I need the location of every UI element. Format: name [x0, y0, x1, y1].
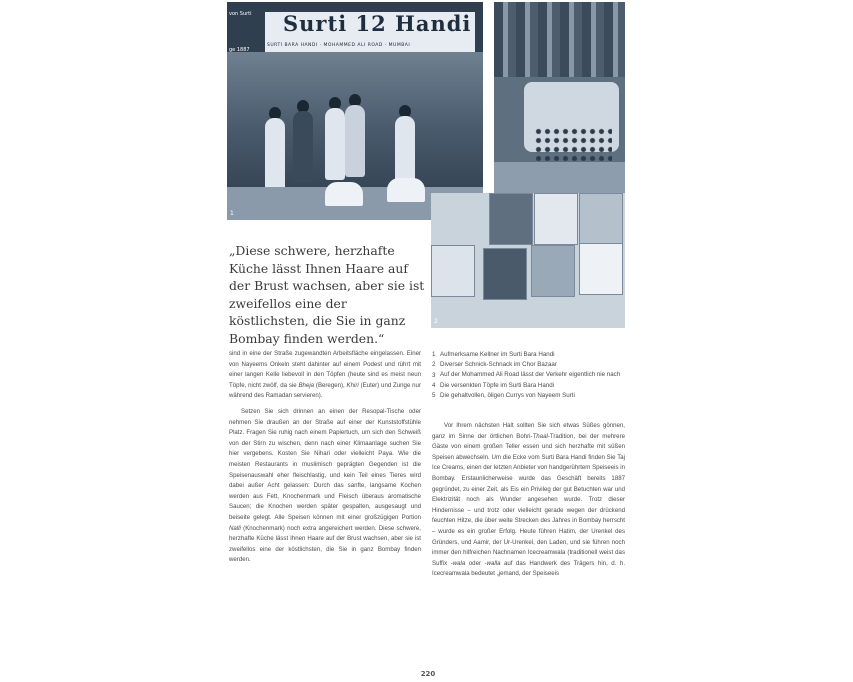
- photo-credit-top: von Surti: [229, 11, 252, 17]
- sign-subtext: SURTI BARA HANDI · MOHAMMED ALI ROAD · MUMBAI: [267, 43, 411, 48]
- photo-captions: [432, 350, 625, 401]
- text-run-italic: -wala: [450, 559, 466, 567]
- person: [345, 105, 365, 177]
- person: [265, 118, 285, 190]
- text-run: oder: [465, 559, 485, 567]
- caption-text: Die gehaltvollen, öligen Currys von Nayeem Surti: [440, 392, 575, 400]
- text-run-italic: -walla: [484, 559, 501, 567]
- plastic-chair: [325, 182, 363, 206]
- cassette: [579, 193, 623, 245]
- text-run: (Beregen),: [314, 381, 347, 389]
- sign-text: Surti 12 Handi: [283, 11, 472, 36]
- cassette: [534, 193, 578, 245]
- body-column-right: [432, 421, 625, 580]
- photo-number: 1: [230, 210, 234, 217]
- text-run: (Euter) und Zunge nur während des Ramadan servieren).: [229, 381, 421, 400]
- cassette: [579, 243, 623, 295]
- caption-item: [432, 360, 625, 370]
- photo-restaurant-staff: [227, 2, 483, 220]
- plastic-chair: [387, 178, 425, 202]
- shelf: [494, 2, 625, 77]
- photo-typewriter: [494, 2, 625, 194]
- text-run: Setzen Sie sich drinnen an einen der Resopal-Tische oder nehmen Sie draußen an der Straße auf einer der Kunststoffstühle Platz. Fragen Sie ruhig nach einem Papiertuch, um sich den Schweiß von der Stirn zu wischen, denn nach einer Klimaanlage suchen Sie hier vergebens. Kosten Sie Nihari oder vielleicht Paya. Wie die meisten Restaurants in muslimisch geprägten Gegenden ist die Speisenauswahl eher fleischlastig, und kein Teil eines Tieres wird dabei außer Acht gelassen: Durch das sanfte, langsame Kochen werden aus Fett, Knochenmark und Fleisch überaus aromatische Saucen; die Knochen werden später gespalten, ausgesaugt und beiseite gelegt. Alle Speisen können mit einer großzügigen Portion: [229, 407, 421, 521]
- text-run: auf das Handwerk des Trägers hin, d. h. Icecreamwala bedeutet „jemand, der Speiseeis: [432, 559, 626, 578]
- text-run: Vor Ihrem nächsten Halt sollten Sie sich etwas Süßes gönnen, ganz im Sinne der örtlichen Bohri-: [432, 422, 625, 440]
- table-surface: [494, 162, 625, 194]
- caption-number: 3: [432, 371, 436, 379]
- text-run: (Knochenmark) noch extra angereichert werden. Diese schwere, herzhafte Küche lässt Ihnen Haare auf der Brust wachsen, aber sie ist zweifellos eine der köstlichsten, die Sie in ganz Bombay finden werden.: [229, 524, 421, 564]
- photo-number: 2: [434, 318, 438, 325]
- caption-text: Die versenkten Töpfe im Surti Bara Handi: [440, 381, 555, 389]
- caption-text: Auf der Mohammed Ali Road lässt der Verkehr eigentlich nie nach: [440, 370, 621, 378]
- caption-item: [432, 391, 625, 401]
- person: [293, 111, 313, 183]
- caption-number: 2: [432, 361, 436, 369]
- caption-item: [432, 371, 625, 381]
- person: [325, 108, 345, 180]
- cassette: [489, 193, 533, 245]
- caption-number: 1: [432, 351, 436, 358]
- caption-item: [432, 381, 625, 391]
- body-paragraph: [229, 407, 421, 566]
- caption-number: 5: [432, 392, 436, 400]
- cassette: [531, 245, 575, 297]
- text-run-italic: Nalli: [229, 524, 241, 532]
- photo-cassettes: [431, 193, 625, 328]
- body-paragraph: [432, 421, 625, 580]
- text-run-italic: Khiri: [346, 381, 359, 389]
- text-run: sind in eine der Straße zugewandten Arbeitsfläche eingelassen. Einer von Nayeems Onkeln steht dahinter auf einem Podest und rührt mit einer langen Kelle liebevoll in den Töpfen (heute sind es meist neun Töpfe, nicht zwölf, da sie: [229, 350, 421, 389]
- pull-quote: „Diese schwere, herzhafte Küche lässt Ihnen Haare auf der Brust wachsen, aber sie ist zweifellos eine der köstlichsten, die Sie in ganz Bombay finden werden.“: [229, 243, 425, 346]
- caption-text: Diverser Schnick-Schnack im Chor Bazaar: [440, 361, 557, 369]
- body-paragraph: [229, 349, 421, 402]
- caption-number: 4: [432, 381, 436, 389]
- body-column-left: [229, 349, 421, 566]
- text-run-italic: Thaal: [532, 432, 548, 440]
- page-number: 220: [420, 670, 436, 678]
- text-run-italic: Bheja: [298, 381, 315, 389]
- caption-item: [432, 350, 625, 360]
- cassette: [483, 248, 527, 300]
- photo-credit-side: ge 1887: [229, 47, 250, 53]
- text-run: -Tradition, bei der mehrere Gäste von einem großen Teller essen und sich herzhafte mit süßen Speisen abwechseln. Um die Ecke vom Surti Bara Handi finden Sie Taj Ice Creams, einen der letzten Anbieter von handgerührtem Speiseeis in Bombay. Erstaunlicherweise wurde das Geschäft bereits 1887 gegründet, zu einer Zeit, als Eis ein Privileg der gut Betuchten war und Elektrizität noch als Wunder angesehen wurde. Trotz dieser Hindernisse – und trotz oder vielleicht gerade wegen der drückend feuchten Hitze, die über weite Strecken des Jahres in Bombay herrscht – wurde es ein großer Erfolg. Heute führen Hatim, der Urenkel des Gründers, und Aamir, der Ur-Urenkel, den Laden, und sie führen noch immer den hilfreichen Nachnamen Icecreamwala (traditionell weist das Suffix: [432, 432, 625, 567]
- cassette: [431, 245, 475, 297]
- caption-text: Aufmerksame Kellner im Surti Bara Handi: [440, 351, 555, 358]
- typewriter-keys: [534, 127, 612, 161]
